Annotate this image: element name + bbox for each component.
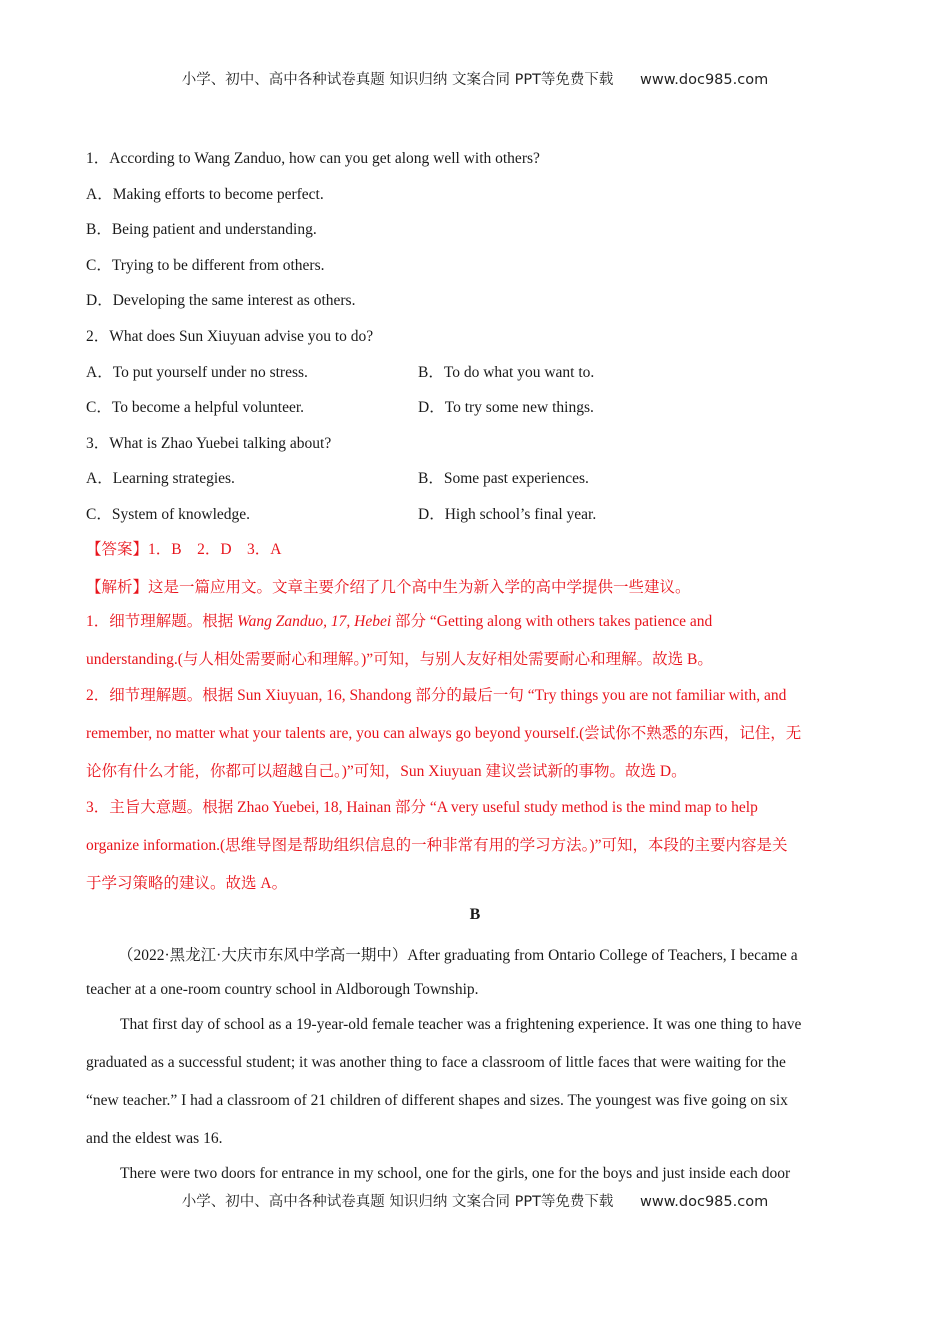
q3-option-a: A．Learning strategies. xyxy=(86,470,235,487)
page-footer xyxy=(0,1190,950,1211)
q3-option-d: D．High school’s final year. xyxy=(418,506,597,523)
page-header xyxy=(0,68,950,89)
analysis-3-line-2: organize information.(思维导图是帮助组织信息的一种非常有用的学习方法。)”可知，本段的主要内容是关 xyxy=(86,837,788,854)
section-b-title: B xyxy=(469,906,481,923)
analysis-1-line-1 xyxy=(86,609,712,631)
analysis-3-line-3: 于学习策略的建议。故选 A。 xyxy=(86,875,288,892)
passage-b-p2-line-1: That first day of school as a 19-year-old female teacher was a frightening experience. It was one thing to have xyxy=(120,1016,802,1033)
q1-option-d: D．Developing the same interest as others. xyxy=(86,292,356,309)
q2-option-b: B．To do what you want to. xyxy=(418,364,595,381)
q3-stem: 3．What is Zhao Yuebei talking about? xyxy=(86,435,332,452)
header-site: www.doc985.com xyxy=(640,72,769,88)
analysis-1-source: Wang Zanduo, 17, Hebei xyxy=(237,613,392,630)
passage-b-p2-line-3: “new teacher.” I had a classroom of 21 children of different shapes and sizes. The youngest was five going on six xyxy=(86,1092,788,1109)
q1-option-a: A．Making efforts to become perfect. xyxy=(86,186,324,203)
footer-text: 小学、初中、高中各种试卷真题 知识归纳 文案合同 PPT等免费下载 xyxy=(181,1194,614,1210)
analysis-intro: 【解析】这是一篇应用文。文章主要介绍了几个高中生为新入学的高中学提供一些建议。 xyxy=(86,579,691,596)
passage-b-p1-line-1: （2022·黑龙江·大庆市东风中学高一期中）After graduating from Ontario College of Teachers, I became a xyxy=(118,947,798,964)
analysis-3-line-1: 3．主旨大意题。根据 Zhao Yuebei, 18, Hainan 部分 “A very useful study method is the mind map to help xyxy=(86,799,758,816)
q1-stem: 1．According to Wang Zanduo, how can you get along well with others? xyxy=(86,150,540,167)
passage-b-p1-line-2: teacher at a one-room country school in Aldborough Township. xyxy=(86,981,479,998)
answer-key: 【答案】1．B 2．D 3．A xyxy=(86,541,282,558)
analysis-1-pre: 1．细节理解题。根据 xyxy=(86,613,238,630)
q2-option-c: C．To become a helpful volunteer. xyxy=(86,399,305,416)
footer-site: www.doc985.com xyxy=(640,1194,769,1210)
analysis-2-line-2: remember, no matter what your talents are, you can always go beyond yourself.(尝试你不熟悉的东西，记住，无 xyxy=(86,725,802,742)
q1-option-c: C．Trying to be different from others. xyxy=(86,257,325,274)
q2-option-d: D．To try some new things. xyxy=(418,399,594,416)
q3-option-b: B．Some past experiences. xyxy=(418,470,589,487)
q1-option-b: B．Being patient and understanding. xyxy=(86,221,317,238)
passage-b-p2-line-4: and the eldest was 16. xyxy=(86,1130,223,1147)
q2-stem: 2．What does Sun Xiuyuan advise you to do? xyxy=(86,328,374,345)
analysis-1-line-2: understanding.(与人相处需要耐心和理解。)”可知，与别人友好相处需要耐心和理解。故选 B。 xyxy=(86,651,713,668)
analysis-2-line-1: 2．细节理解题。根据 Sun Xiuyuan, 16, Shandong 部分的最后一句 “Try things you are not familiar with, and xyxy=(86,687,787,704)
q3-option-c: C．System of knowledge. xyxy=(86,506,251,523)
passage-b-p3-line-1: There were two doors for entrance in my school, one for the girls, one for the boys and just inside each door xyxy=(120,1165,791,1182)
header-text: 小学、初中、高中各种试卷真题 知识归纳 文案合同 PPT等免费下载 xyxy=(181,72,614,88)
analysis-1-post: 部分 “Getting along with others takes patience and xyxy=(391,613,713,630)
passage-b-p2-line-2: graduated as a successful student; it was another thing to face a classroom of little faces that were waiting for the xyxy=(86,1054,786,1071)
analysis-2-line-3: 论你有什么才能，你都可以超越自己。)”可知，Sun Xiuyuan 建议尝试新的事物。故选 D。 xyxy=(86,763,687,780)
q2-option-a: A．To put yourself under no stress. xyxy=(86,364,308,381)
